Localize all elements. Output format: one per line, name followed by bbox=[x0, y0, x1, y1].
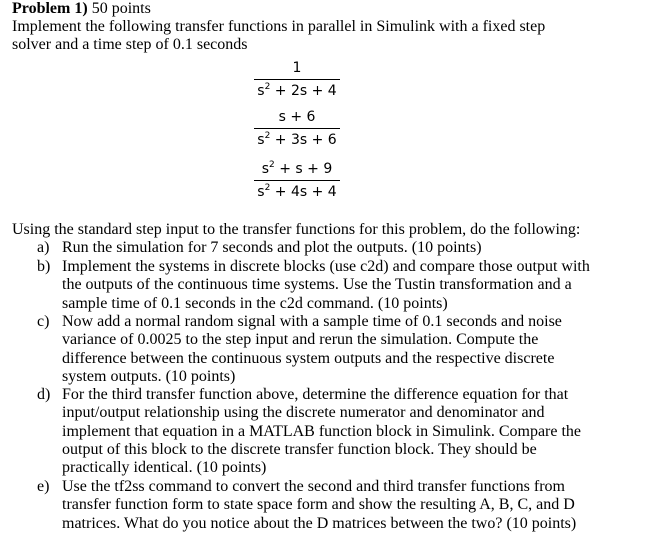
tf2-fraction-bar bbox=[254, 128, 340, 129]
task-label: a) bbox=[37, 239, 50, 256]
task-line: input/output relationship using the discrete numerator and denominator and bbox=[62, 404, 545, 422]
transfer-function-2 bbox=[254, 108, 340, 149]
task-line: Run the simulation for 7 seconds and plot the outputs. (10 points) bbox=[62, 239, 482, 256]
task-text bbox=[62, 386, 622, 477]
task-line: Implement the systems in discrete blocks (use c2d) and compare those output with bbox=[62, 258, 590, 275]
problem-heading bbox=[12, 0, 151, 18]
problem-label: Problem 1) bbox=[12, 0, 88, 17]
task-text bbox=[62, 258, 622, 313]
task-text bbox=[62, 478, 622, 533]
task-line: For the third transfer function above, determine the difference equation for that bbox=[62, 386, 569, 403]
transfer-function-3 bbox=[254, 160, 340, 201]
tf2-denominator: $s^2 + 3s + 6$ bbox=[257, 131, 337, 148]
tf3-fraction-bar bbox=[254, 180, 340, 181]
task-line: matrices. What do you notice about the D matrices between the two? (10 points) bbox=[62, 514, 577, 532]
task-text bbox=[62, 313, 622, 386]
task-line: variance of 0.0025 to the step input and rerun the simulation. Compute the bbox=[62, 331, 539, 349]
task-line: the outputs of the continuous time systems. Use the Tustin transformation and a bbox=[62, 276, 572, 294]
transfer-function-1 bbox=[254, 59, 340, 100]
task-line: Now add a normal random signal with a sample time of 0.1 seconds and noise bbox=[62, 313, 562, 330]
task-label: d) bbox=[37, 386, 51, 403]
task-line: transfer function form to state space form and show the resulting A, B, C, and D bbox=[62, 496, 575, 514]
problem-points: 50 points bbox=[91, 0, 151, 17]
task-line: Use the tf2ss command to convert the second and third transfer functions from bbox=[62, 478, 565, 495]
task-text bbox=[62, 239, 622, 257]
task-line: difference between the continuous system outputs and the respective discrete bbox=[62, 349, 555, 367]
task-line: implement that equation in a MATLAB function block in Simulink. Compare the bbox=[62, 422, 582, 440]
tf1-numerator: 1 bbox=[292, 60, 302, 76]
tf2-numerator: s + 6 bbox=[278, 109, 316, 125]
task-label: b) bbox=[37, 258, 51, 275]
task-line: sample time of 0.1 seconds in the c2d command. (10 points) bbox=[62, 294, 448, 312]
tf3-denominator: $s^2 + 4s + 4$ bbox=[257, 183, 337, 200]
task-line: system outputs. (10 points) bbox=[62, 367, 236, 385]
tf1-denominator: $s^2 + 2s + 4$ bbox=[257, 82, 337, 99]
task-line: output of this block to the discrete transfer function block. They should be bbox=[62, 440, 537, 458]
task-label: e) bbox=[37, 478, 50, 495]
tf3-numerator: $s^2 + s + 9$ bbox=[261, 160, 333, 177]
task-line: practically identical. (10 points) bbox=[62, 459, 267, 477]
tf1-fraction-bar bbox=[254, 79, 340, 80]
intro-line-1: Implement the following transfer functions in parallel in Simulink with a fixed step bbox=[12, 18, 546, 35]
intro-line-2: solver and a time step of 0.1 seconds bbox=[12, 36, 248, 53]
instructions: Using the standard step input to the transfer functions for this problem, do the following: bbox=[12, 221, 581, 238]
task-label: c) bbox=[37, 313, 50, 330]
